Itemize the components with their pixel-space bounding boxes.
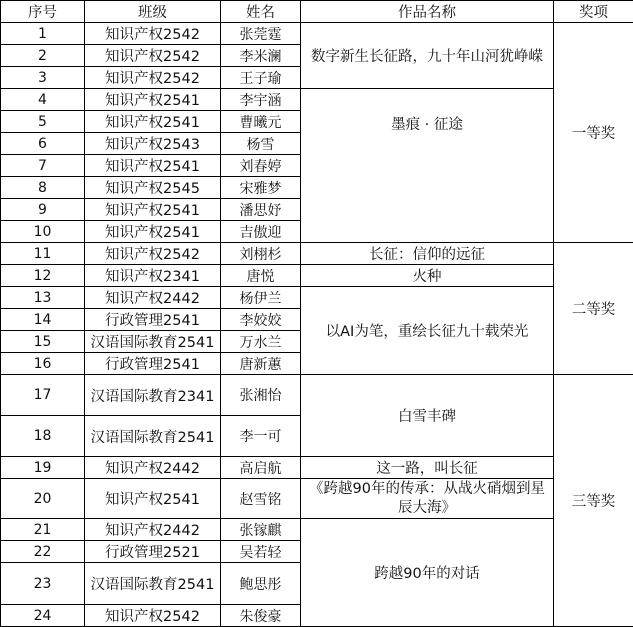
header-no: 序号 [1,1,85,23]
cell-name: 李宇涵 [221,89,301,111]
cell-name: 李姣姣 [221,309,301,331]
cell-no: 24 [1,605,85,627]
table-row [1,243,633,265]
cell-name: 高启航 [221,457,301,479]
cell-no: 6 [1,133,85,155]
cell-class: 汉语国际教育2541 [85,563,221,605]
cell-class: 知识产权2543 [85,133,221,155]
cell-class: 知识产权2442 [85,287,221,309]
cell-award: 二等奖 [554,243,633,375]
cell-no: 18 [1,416,85,457]
cell-class: 知识产权2541 [85,221,221,243]
cell-name: 朱俊豪 [221,605,301,627]
cell-no: 7 [1,155,85,177]
cell-no: 11 [1,243,85,265]
cell-name: 唐新蕙 [221,353,301,375]
cell-class: 知识产权2341 [85,265,221,287]
cell-no: 17 [1,375,85,416]
cell-name: 鲍思彤 [221,563,301,605]
cell-class: 汉语国际教育2541 [85,331,221,353]
cell-no: 15 [1,331,85,353]
cell-no: 19 [1,457,85,479]
header-name: 姓名 [221,1,301,23]
cell-class: 知识产权2442 [85,457,221,479]
cell-name: 唐悦 [221,265,301,287]
cell-name: 王子瑜 [221,67,301,89]
table-row [1,457,633,479]
cell-no: 4 [1,89,85,111]
cell-work: 以AI为笔，重绘长征九十载荣光 [301,287,554,375]
cell-work: 火种 [301,265,554,287]
cell-no: 20 [1,479,85,519]
cell-class: 知识产权2541 [85,199,221,221]
cell-work: 墨痕 · 征途 [301,89,554,243]
cell-name: 张湘怡 [221,375,301,416]
cell-name: 吉傲迎 [221,221,301,243]
cell-class: 知识产权2542 [85,67,221,89]
cell-class: 汉语国际教育2541 [85,416,221,457]
cell-work: 这一路，叫长征 [301,457,554,479]
cell-class: 知识产权2541 [85,155,221,177]
cell-no: 2 [1,45,85,67]
cell-class: 知识产权2541 [85,89,221,111]
table-row [1,265,633,287]
cell-no: 12 [1,265,85,287]
cell-class: 知识产权2442 [85,519,221,541]
cell-name: 张镓麒 [221,519,301,541]
cell-work: 长征：信仰的远征 [301,243,554,265]
cell-no: 14 [1,309,85,331]
cell-name: 张莞霆 [221,23,301,45]
cell-no: 21 [1,519,85,541]
cell-class: 汉语国际教育2341 [85,375,221,416]
cell-award: 三等奖 [554,375,633,627]
cell-work: 《跨越90年的传承：从战火硝烟到星辰大海》 [301,479,554,519]
table-row [1,23,633,45]
cell-no: 23 [1,563,85,605]
table-row [1,287,633,309]
cell-name: 宋雅梦 [221,177,301,199]
table-row [1,375,633,416]
cell-name: 刘栩杉 [221,243,301,265]
cell-no: 5 [1,111,85,133]
cell-name: 李米澜 [221,45,301,67]
cell-no: 1 [1,23,85,45]
header-award: 奖项 [554,1,633,23]
cell-class: 知识产权2542 [85,45,221,67]
cell-name: 杨雪 [221,133,301,155]
cell-name: 杨伊兰 [221,287,301,309]
cell-name: 赵雪铭 [221,479,301,519]
cell-name: 刘春婷 [221,155,301,177]
cell-award: 一等奖 [554,23,633,243]
table-row [1,519,633,541]
cell-name: 李一可 [221,416,301,457]
header-work: 作品名称 [301,1,554,23]
cell-no: 22 [1,541,85,563]
cell-class: 行政管理2521 [85,541,221,563]
cell-class: 知识产权2542 [85,243,221,265]
cell-no: 16 [1,353,85,375]
cell-class: 知识产权2545 [85,177,221,199]
cell-no: 13 [1,287,85,309]
cell-name: 曹曦元 [221,111,301,133]
cell-no: 3 [1,67,85,89]
cell-class: 知识产权2541 [85,111,221,133]
cell-work: 白雪丰碑 [301,375,554,457]
header-row [1,1,633,23]
cell-no: 10 [1,221,85,243]
cell-class: 知识产权2542 [85,23,221,45]
cell-class: 知识产权2541 [85,479,221,519]
cell-class: 知识产权2542 [85,605,221,627]
table-row [1,89,633,111]
cell-name: 潘思妤 [221,199,301,221]
cell-no: 8 [1,177,85,199]
cell-class: 行政管理2541 [85,353,221,375]
cell-work: 数字新生长征路，九十年山河犹峥嵘 [301,23,554,89]
cell-no: 9 [1,199,85,221]
cell-name: 吴若轻 [221,541,301,563]
cell-name: 万水兰 [221,331,301,353]
cell-work: 跨越90年的对话 [301,519,554,627]
header-class: 班级 [85,1,221,23]
cell-class: 行政管理2541 [85,309,221,331]
table-row [1,479,633,519]
